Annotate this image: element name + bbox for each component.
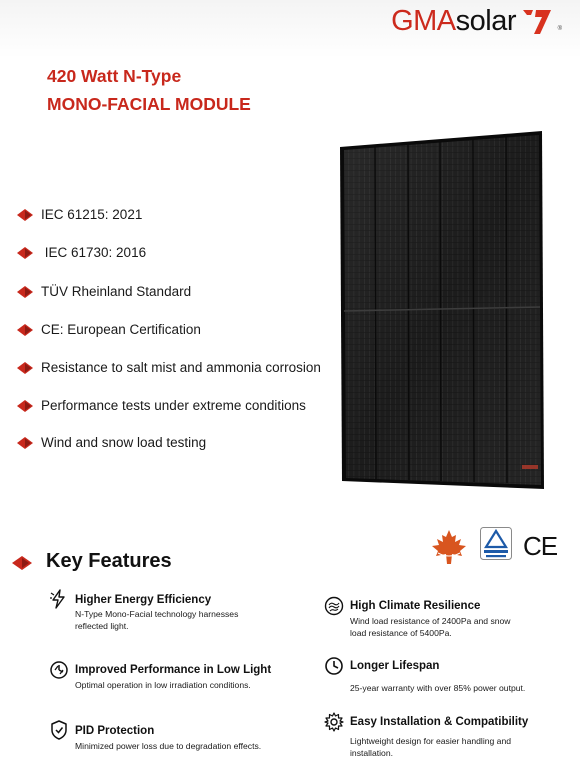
- solar-panel-image: [338, 129, 546, 491]
- feature-description-line: 25-year warranty with over 85% power output.: [350, 683, 526, 693]
- feature-description: [75, 679, 251, 691]
- diamond-bullet-icon: [17, 324, 33, 336]
- feature-label: TÜV Rheinland Standard: [41, 284, 192, 299]
- feature-description: [75, 740, 261, 752]
- diamond-bullet-icon: [12, 556, 32, 570]
- diamond-bullet-icon: [17, 400, 33, 412]
- clock-icon: [324, 656, 344, 676]
- feature-description: [350, 735, 511, 759]
- feature-label: IEC 61730: 2016: [41, 245, 147, 260]
- feature-description: [350, 615, 511, 639]
- climate-icon: [324, 596, 344, 616]
- feature-item: [17, 398, 306, 413]
- feature-description-line: Wind load resistance of 2400Pa and snow: [350, 616, 511, 626]
- feature-item: [17, 435, 206, 450]
- feature-label: Performance tests under extreme conditions: [41, 398, 306, 413]
- feature-description-line: Optimal operation in low irradiation conditions.: [75, 680, 251, 690]
- ce-mark: CE: [523, 531, 558, 561]
- feature-item: [17, 322, 201, 337]
- feature-description-line: reflected light.: [75, 621, 129, 631]
- diamond-bullet-icon: [17, 286, 33, 298]
- shield-icon: [49, 720, 69, 740]
- feature-title: Easy Installation & Compatibility: [350, 716, 529, 728]
- feature-title: PID Protection: [75, 725, 155, 737]
- feature-description-line: Lightweight design for easier handling and: [350, 736, 512, 746]
- lightning-icon: [49, 589, 69, 609]
- logo-solar-text: solar: [455, 4, 516, 37]
- feature-label: CE: European Certification: [41, 322, 201, 337]
- key-features-heading: Key Features: [46, 550, 172, 572]
- gear-icon: [324, 712, 344, 732]
- feature-description-line: Minimized power loss due to degradation effects.: [75, 741, 262, 751]
- diamond-bullet-icon: [17, 247, 33, 259]
- logo-mark-icon: [520, 4, 554, 38]
- feature-description-line: load resistance of 5400Pa.: [350, 628, 452, 638]
- feature-title: High Climate Resilience: [350, 600, 481, 612]
- product-title-line-2: MONO-FACIAL MODULE: [47, 94, 251, 114]
- feature-title: Longer Lifespan: [350, 660, 440, 672]
- feature-item: [17, 207, 142, 222]
- feature-item: [17, 245, 146, 260]
- logo-gma-text: GMA: [391, 4, 456, 37]
- feature-item: [17, 360, 321, 375]
- feature-description-line: N-Type Mono-Facial technology harnesses: [75, 609, 239, 619]
- diamond-bullet-icon: [17, 362, 33, 374]
- feature-description-line: installation.: [350, 748, 393, 758]
- product-title-line-1: 420 Watt N-Type: [47, 66, 182, 86]
- gmasolar-logo: [391, 4, 562, 38]
- feature-description: [350, 682, 525, 694]
- feature-title: Improved Performance in Low Light: [75, 664, 272, 676]
- feature-label: IEC 61215: 2021: [41, 207, 143, 222]
- feature-title: Higher Energy Efficiency: [75, 594, 212, 606]
- maple-leaf-made-in-canada-icon: [428, 527, 470, 569]
- diamond-bullet-icon: [17, 209, 33, 221]
- logo-registered-mark: ®: [557, 26, 562, 32]
- diamond-bullet-icon: [17, 437, 33, 449]
- feature-label: Wind and snow load testing: [41, 435, 207, 450]
- sun-low-light-icon: [49, 660, 69, 680]
- feature-description: [75, 608, 238, 632]
- feature-item: [17, 284, 191, 299]
- feature-label: Resistance to salt mist and ammonia corrosion: [41, 360, 321, 375]
- tuv-rheinland-certified-icon: [480, 527, 512, 560]
